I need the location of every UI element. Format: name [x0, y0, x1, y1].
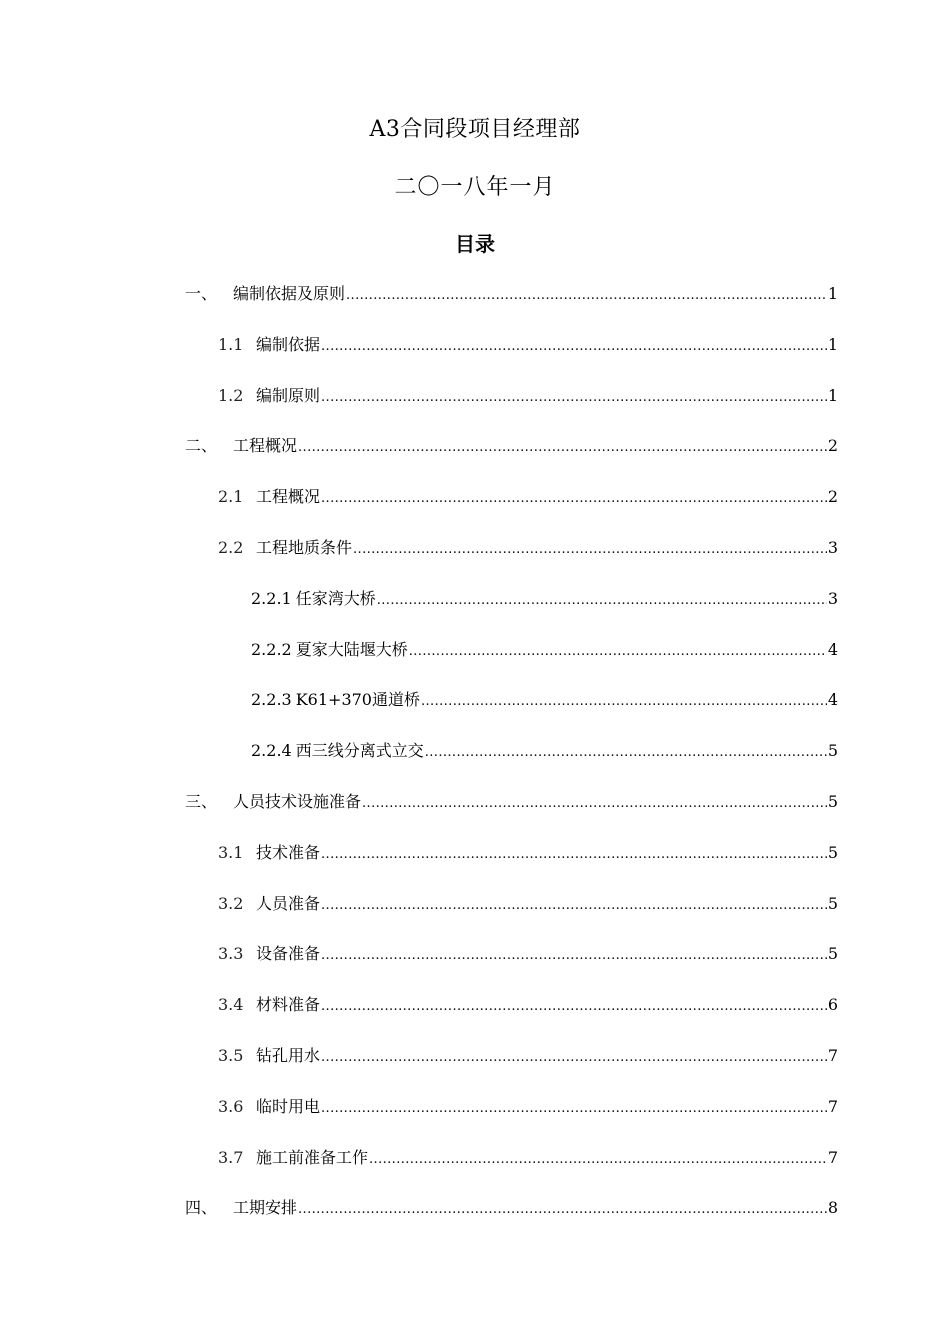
toc-entry-title: K61+370通道桥	[295, 690, 420, 709]
toc-dot-leader	[321, 892, 827, 920]
toc-entry-number: 2.2.1	[251, 589, 292, 608]
toc-entry-number: 3.2	[218, 894, 244, 913]
toc-entry[interactable]	[218, 382, 838, 410]
toc-entry[interactable]	[185, 432, 838, 460]
toc-entry-title: 工期安排	[233, 1198, 298, 1217]
toc-entry-title: 西三线分离式立交	[295, 741, 424, 760]
toc-dot-leader	[425, 739, 827, 767]
toc-entry[interactable]	[218, 991, 838, 1019]
toc-entry-title: 编制依据	[256, 335, 321, 354]
toc-entry-title: 人员准备	[256, 894, 321, 913]
toc-dot-leader	[377, 587, 827, 615]
toc-entry[interactable]	[218, 534, 838, 562]
toc-entry-number: 2.2.3	[251, 690, 292, 709]
toc-entry-number: 三、	[185, 792, 218, 811]
toc-entry-number: 2.2.4	[251, 741, 292, 760]
toc-dot-leader	[321, 485, 827, 513]
toc-entry-number: 3.5	[218, 1046, 244, 1065]
toc-dot-leader	[321, 1095, 827, 1123]
toc-entry-page-number: 1	[827, 284, 838, 303]
toc-entry-title: 工程概况	[256, 487, 321, 506]
toc-entry-number: 二、	[185, 436, 218, 455]
toc-entry[interactable]	[251, 636, 838, 664]
toc-entry[interactable]	[218, 1093, 838, 1121]
toc-dot-leader	[369, 1146, 827, 1174]
toc-entry-page-number: 6	[827, 995, 838, 1014]
toc-entry-title: 夏家大陆堰大桥	[295, 640, 408, 659]
toc-entry-page-number: 5	[827, 741, 838, 760]
toc-entry-title: 编制原则	[256, 386, 321, 405]
toc-dot-leader	[362, 790, 827, 818]
toc-entry-number: 3.4	[218, 995, 244, 1014]
toc-entry-number: 3.1	[218, 843, 244, 862]
toc-entry[interactable]	[218, 483, 838, 511]
toc-dot-leader	[409, 638, 827, 666]
toc-entry[interactable]	[185, 788, 838, 816]
toc-entry-title: 材料准备	[256, 995, 321, 1014]
toc-heading: 目录	[455, 232, 495, 256]
org-title: A3合同段项目经理部	[369, 117, 581, 142]
toc-entry-page-number: 5	[827, 944, 838, 963]
toc-dot-leader	[346, 282, 827, 310]
toc-entry[interactable]	[218, 331, 838, 359]
toc-dot-leader	[321, 1044, 827, 1072]
toc-entry-page-number: 2	[827, 487, 838, 506]
toc-entry-number: 1.2	[218, 386, 244, 405]
toc-dot-leader	[298, 434, 827, 462]
toc-entry-number: 2.1	[218, 487, 244, 506]
toc-entry-title: 临时用电	[256, 1097, 321, 1116]
toc-entry-number: 3.7	[218, 1148, 244, 1167]
toc-entry[interactable]	[218, 839, 838, 867]
toc-entry-page-number: 7	[827, 1148, 838, 1167]
toc-entry-title: 工程地质条件	[256, 538, 353, 557]
toc-entry-page-number: 1	[827, 335, 838, 354]
toc-dot-leader	[353, 536, 827, 564]
toc-entry-title: 设备准备	[256, 944, 321, 963]
toc-entry-title: 编制依据及原则	[233, 284, 346, 303]
toc-entry-title: 技术准备	[256, 843, 321, 862]
toc-dot-leader	[321, 384, 827, 412]
toc-entry-number: 2.2	[218, 538, 244, 557]
toc-entry[interactable]	[218, 940, 838, 968]
toc-entry-title: 钻孔用水	[256, 1046, 321, 1065]
toc-dot-leader	[321, 333, 827, 361]
toc-entry-title: 任家湾大桥	[295, 589, 376, 608]
toc-dot-leader	[421, 688, 827, 716]
toc-entry[interactable]	[251, 585, 838, 613]
toc-entry-page-number: 8	[827, 1198, 838, 1217]
toc-entry-title: 人员技术设施准备	[233, 792, 362, 811]
toc-entry-number: 四、	[185, 1198, 218, 1217]
toc-entry-number: 3.6	[218, 1097, 244, 1116]
toc-entry-page-number: 4	[827, 640, 838, 659]
toc-entry-page-number: 5	[827, 894, 838, 913]
toc-entry[interactable]	[218, 1144, 838, 1172]
toc-entry[interactable]	[218, 890, 838, 918]
toc-entry-page-number: 7	[827, 1097, 838, 1116]
toc-entry-number: 3.3	[218, 944, 244, 963]
toc-dot-leader	[321, 942, 827, 970]
toc-entry[interactable]	[185, 280, 838, 308]
toc-entry-page-number: 1	[827, 386, 838, 405]
toc-entry-page-number: 3	[827, 538, 838, 557]
toc-entry-page-number: 5	[827, 792, 838, 811]
toc-entry[interactable]	[251, 686, 838, 714]
toc-entry-title: 工程概况	[233, 436, 298, 455]
toc-entry-number: 1.1	[218, 335, 244, 354]
toc-entry-page-number: 4	[827, 690, 838, 709]
toc-entry[interactable]	[185, 1194, 838, 1222]
toc-dot-leader	[321, 993, 827, 1021]
toc-entry-page-number: 2	[827, 436, 838, 455]
toc-entry-number: 一、	[185, 284, 218, 303]
toc-entry[interactable]	[218, 1042, 838, 1070]
toc-entry-page-number: 5	[827, 843, 838, 862]
toc-dot-leader	[321, 841, 827, 869]
toc-entry-page-number: 3	[827, 589, 838, 608]
date-title: 二〇一八年一月	[394, 175, 556, 200]
toc-entry-title: 施工前准备工作	[256, 1148, 369, 1167]
toc-entry-page-number: 7	[827, 1046, 838, 1065]
toc-entry[interactable]	[251, 737, 838, 765]
toc-dot-leader	[298, 1196, 827, 1224]
toc-entry-number: 2.2.2	[251, 640, 292, 659]
